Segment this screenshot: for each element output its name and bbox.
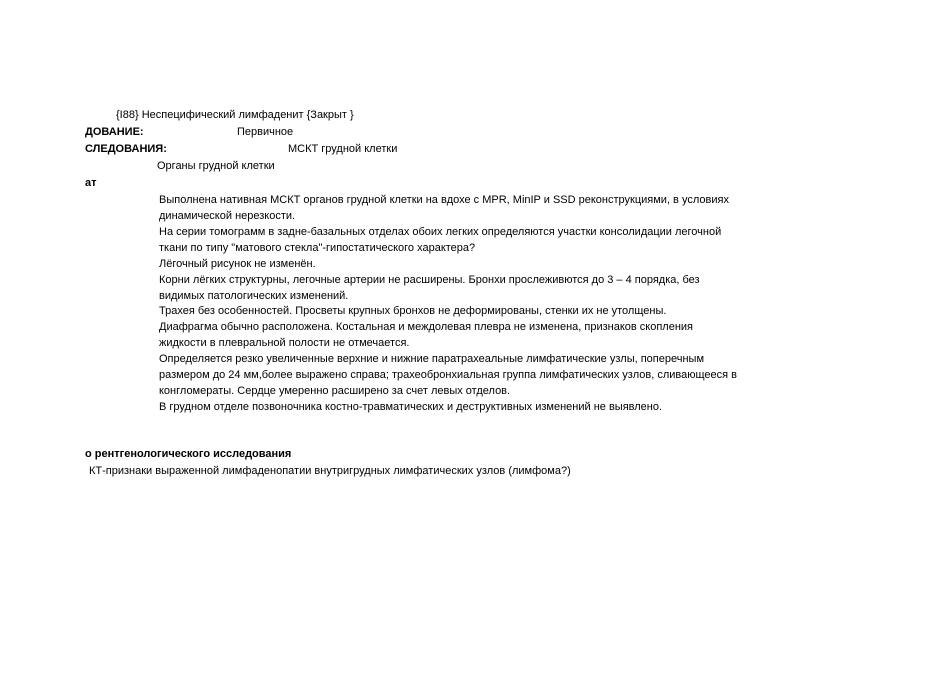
- findings-line: динамической нерезкости.: [159, 210, 296, 222]
- findings-line: жидкости в плевральной полости не отмечается.: [159, 337, 410, 349]
- diagnosis-line: {I88} Неспецифический лимфаденит {Закрыт }: [116, 109, 354, 121]
- findings-line: Определяется резко увеличенные верхние и нижние паратрахеальные лимфатические узлы, поперечным: [159, 353, 705, 365]
- result-label: ат: [85, 177, 97, 189]
- findings-line: Корни лёгких структурны, легочные артерии не расширены. Бронхи прослеживются до 3 – 4 порядка, без: [159, 274, 700, 286]
- study-kind-label: СЛЕДОВАНИЯ:: [85, 143, 167, 155]
- findings-line: конгломераты. Сердце умеренно расширено за счет левых отделов.: [159, 385, 511, 397]
- findings-line: Лёгочный рисунок не изменён.: [159, 258, 316, 270]
- findings-line: Выполнена нативная МСКТ органов грудной клетки на вдохе с MPR, MinIP и SSD реконструкциями, в условиях: [159, 194, 729, 206]
- findings-line: видимых патологических изменений.: [159, 290, 349, 302]
- conclusion-label: о рентгенологического исследования: [85, 448, 292, 460]
- findings-line: размером до 24 мм,более выражено справа; трахеобронхиальная группа лимфатических узлов, сливающееся в: [159, 369, 737, 381]
- study-kind-value: МСКТ грудной клетки: [288, 143, 398, 155]
- area-value: Органы грудной клетки: [157, 160, 275, 172]
- findings-line: На серии томограмм в задне-базальных отделах обоих легких определяются участки консолидации легочной: [159, 226, 722, 238]
- findings-line: Диафрагма обычно расположена. Костальная и междолевая плевра не изменена, признаков скопления: [159, 321, 694, 333]
- findings-line: Трахея без особенностей. Просветы крупных бронхов не деформированы, стенки их не утолщены.: [159, 305, 667, 317]
- findings-line: ткани по типу "матового стекла"-гипостатического характера?: [159, 242, 476, 254]
- study-type-value: Первичное: [237, 126, 294, 138]
- findings-line: В грудном отделе позвоночника костно-травматических и деструктивных изменений не выявлено.: [159, 401, 663, 413]
- study-type-label: ДОВАНИЕ:: [85, 126, 144, 138]
- conclusion-text: КТ-признаки выраженной лимфаденопатии внутригрудных лимфатических узлов (лимфома?): [89, 465, 571, 477]
